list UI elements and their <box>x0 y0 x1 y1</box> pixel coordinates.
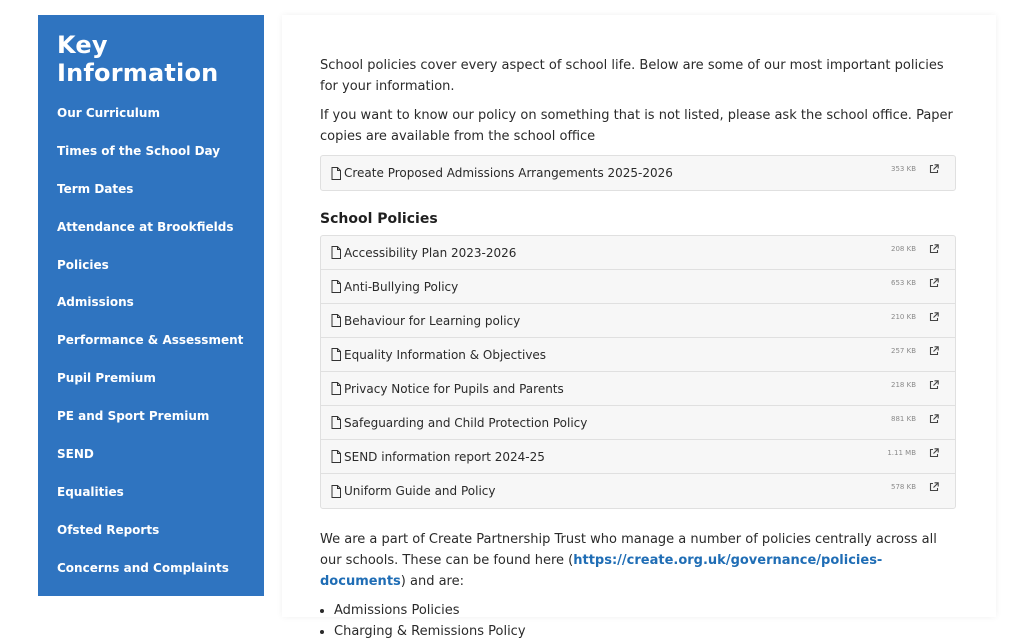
file-icon <box>331 348 341 361</box>
doc-name[interactable]: Equality Information & Objectives <box>344 347 547 362</box>
sidebar-item-concerns-complaints[interactable]: Concerns and Complaints <box>57 560 229 575</box>
doc-size: 1.11 MB <box>887 449 916 457</box>
sidebar-item-send[interactable]: SEND <box>57 447 94 462</box>
external-link-icon[interactable] <box>929 278 939 288</box>
doc-size: 881 KB <box>891 415 916 423</box>
file-icon <box>331 382 341 395</box>
sidebar-item-pupil-premium[interactable]: Pupil Premium <box>57 371 156 386</box>
file-icon <box>331 485 341 498</box>
file-icon <box>331 246 341 259</box>
intro-paragraph-2: If you want to know our policy on something that is not listed, please ask the school office. Paper copies are available from the school office <box>320 108 953 144</box>
trust-paragraph <box>320 529 956 592</box>
sidebar-title: Key Information <box>57 31 219 87</box>
sidebar-item-equalities[interactable]: Equalities <box>57 484 124 499</box>
doc-name[interactable]: Safeguarding and Child Protection Policy <box>344 415 588 430</box>
external-link-icon[interactable] <box>929 482 939 492</box>
doc-row[interactable] <box>321 406 955 440</box>
file-icon <box>331 416 341 429</box>
external-link-icon[interactable] <box>929 346 939 356</box>
sidebar <box>38 15 264 596</box>
sidebar-item-policies[interactable]: Policies <box>57 257 109 272</box>
external-link-icon[interactable] <box>929 244 939 254</box>
trust-policy-list <box>320 600 956 642</box>
doc-row[interactable] <box>321 236 955 270</box>
external-link-icon[interactable] <box>929 164 939 174</box>
list-item: • Admissions Policies <box>334 600 956 621</box>
doc-name[interactable]: Uniform Guide and Policy <box>344 484 496 498</box>
list-item: • Charging & Remissions Policy <box>334 621 956 642</box>
doc-name[interactable]: Accessibility Plan 2023-2026 <box>344 245 517 260</box>
doc-row[interactable] <box>321 338 955 372</box>
sidebar-item-times-of-school-day[interactable]: Times of the School Day <box>57 143 221 158</box>
external-link-icon[interactable] <box>929 312 939 322</box>
file-icon <box>331 280 341 293</box>
doc-row[interactable] <box>321 440 955 474</box>
doc-size: 353 KB <box>891 165 916 173</box>
sidebar-item-performance-assessment[interactable]: Performance & Assessment <box>57 333 244 348</box>
sidebar-item-ofsted-reports[interactable]: Ofsted Reports <box>57 522 160 537</box>
doc-size: 218 KB <box>891 381 916 389</box>
doc-row[interactable] <box>321 474 955 508</box>
policies-doc-list <box>320 235 956 509</box>
sidebar-item-admissions[interactable]: Admissions <box>57 295 134 310</box>
sidebar-item-term-dates[interactable]: Term Dates <box>57 181 134 196</box>
main-content <box>282 15 996 639</box>
doc-name[interactable]: Behaviour for Learning policy <box>344 313 521 328</box>
file-icon <box>331 314 341 327</box>
external-link-icon[interactable] <box>929 414 939 424</box>
doc-name[interactable]: Privacy Notice for Pupils and Parents <box>344 381 564 396</box>
trust-text-after: ) and are: <box>400 574 464 589</box>
sidebar-item-attendance[interactable]: Attendance at Brookfields <box>57 219 234 234</box>
doc-size: 210 KB <box>891 313 916 321</box>
doc-row[interactable] <box>321 270 955 304</box>
featured-doc-list <box>320 155 956 191</box>
doc-size: 257 KB <box>891 347 916 355</box>
doc-row[interactable] <box>321 372 955 406</box>
doc-row[interactable] <box>321 304 955 338</box>
sidebar-item-pe-sport-premium[interactable]: PE and Sport Premium <box>57 409 210 424</box>
external-link-icon[interactable] <box>929 380 939 390</box>
file-icon <box>331 450 341 463</box>
doc-name[interactable]: Create Proposed Admissions Arrangements 2025-2026 <box>344 166 673 180</box>
content-body <box>320 55 956 642</box>
doc-name[interactable]: SEND information report 2024-25 <box>344 449 545 464</box>
intro-paragraph-1: School policies cover every aspect of school life. Below are some of our most important policies for your information. <box>320 58 944 94</box>
trust-text-before: We are a part of Create Partnership Trust who manage a number of policies centrally across all our schools. These can be found here ( <box>320 532 937 568</box>
sidebar-item-our-curriculum[interactable]: Our Curriculum <box>57 106 160 120</box>
doc-name[interactable]: Anti-Bullying Policy <box>344 279 459 294</box>
school-policies-heading: School Policies <box>320 211 438 227</box>
doc-size: 578 KB <box>891 483 916 491</box>
doc-row[interactable] <box>321 156 955 190</box>
doc-size: 208 KB <box>891 245 916 253</box>
file-icon <box>331 167 341 180</box>
doc-size: 653 KB <box>891 279 916 287</box>
trust-policies-link[interactable]: https://create.org.uk/governance/policies-documents <box>320 553 883 589</box>
external-link-icon[interactable] <box>929 448 939 458</box>
